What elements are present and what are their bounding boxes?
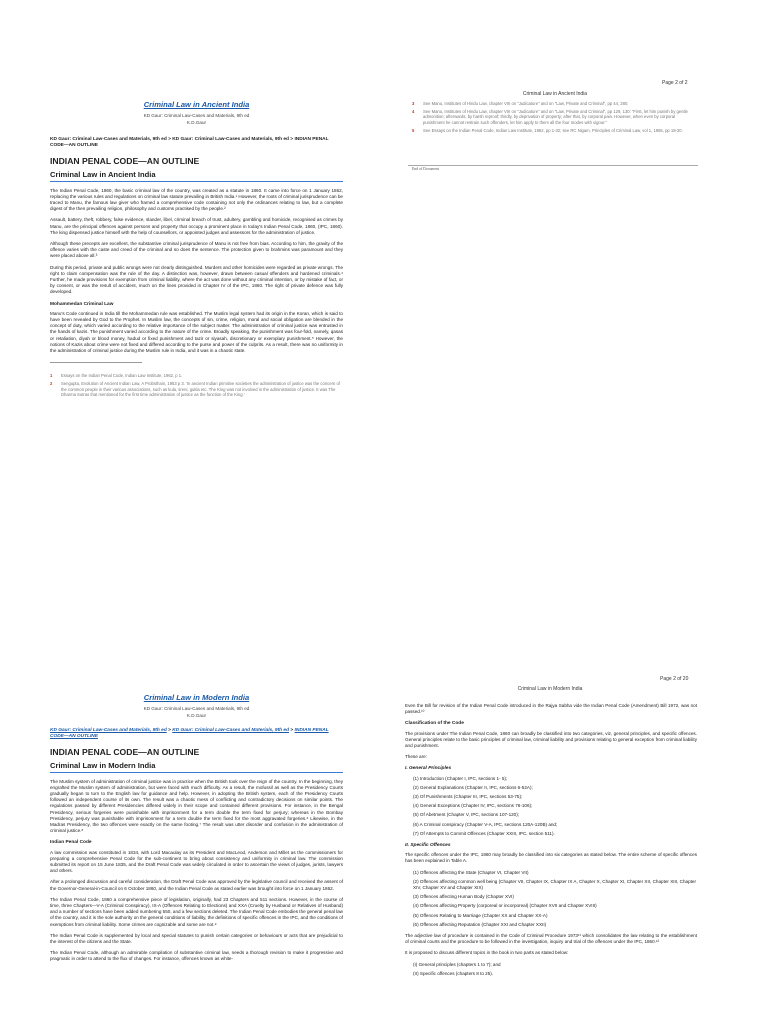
- paragraph: It is proposed to discuss different topics in the book in two parts as stated below:: [405, 950, 569, 956]
- paragraph: These are:: [405, 754, 427, 760]
- footnote: [50, 381, 343, 397]
- paragraph: Even the Bill for revision of the Indian Penal Code introduced in the Rajya Sabha vide the Indian Penal Code (Amendment) Bill 1972, was not passed.¹⁰: [405, 703, 697, 715]
- list-item: (7) Of Attempts to Commit Offences (Chapter XXIII, IPC, section 511).: [413, 830, 555, 836]
- paragraph: During this period, private and public wrongs were not clearly distinguished. Murders and other homicides were regarded as private wrongs. The right to claim compensation was the rule of the day. A distinction was, however, drawn between casual offenders and hardened criminals.⁴ Further, he made provisions for exemption from criminal liability, where the act was done without any criminal intention, or by mistake of fact, or by consent, or was the result of accident, much on the lines provided in Chapter IV of the IPC, 1860. The right of private defence was fully developed.: [50, 264, 343, 295]
- footnote-text: See Manu, Institutes of Hindu Law, chapter VIII on "Judicature" and on "Law, Private and Criminal", pp 44, 280.: [423, 101, 629, 106]
- subheading: Classification of the Code: [405, 721, 464, 727]
- footnote: [50, 373, 343, 378]
- running-head: Criminal Law in Ancient India: [522, 91, 588, 97]
- list-item: (3) Offences affecting Human Body (Chapter XVI): [413, 894, 514, 900]
- list-item: (6) Offences affecting Reputation (Chapter XXI and Chapter XXII): [413, 921, 547, 927]
- footnote-text: Sengupta, Evolution of Ancient Indian Law, A Probsthain, 1953 p 3. 'In ancient Indian primitive societies the administration of justice was the concern of the common people in their various associations, such as kula, sreni, gukla etc. The King was not involved in the administration of justice. It was The Dharma Sutras that mentioned for the first time administration of justice as the function of the King.': [61, 381, 340, 397]
- footnote-number: 2: [50, 381, 53, 387]
- breadcrumb-separator: >: [168, 728, 171, 734]
- chapter-heading: INDIAN PENAL CODE—AN OUTLINE: [50, 747, 200, 758]
- document-title[interactable]: Criminal Law in Ancient India: [143, 100, 250, 109]
- page-number: Page 2 of 2: [662, 80, 688, 86]
- footnote-number: 4: [412, 109, 415, 115]
- list-item: (1) Offences affecting the State (Chapter VI, Chapter VII): [413, 869, 529, 875]
- list-item: (I) General principles (chapters 1 to 7); and: [413, 961, 501, 967]
- footnote-text: See Manu, Institutes of Hindu Law, chapter VIII on "Judicature" and on "Law, Private and Criminal", pp 129, 130: "First, let him punish by gentle admonition; afterwards, by harsh reproof; thirdly, by deprivation of property; after that, by corporal pain. However, when even by corporal punishment he cannot restrain such offenders, let him apply to them all the four modes with vigour.": [423, 109, 688, 125]
- list-item: (5) Of Abetment (Chapter V, IPC, sections 107-120);: [413, 812, 520, 818]
- chapter-heading: INDIAN PENAL CODE—AN OUTLINE: [50, 156, 200, 167]
- list-item: (6) A Criminal conspiracy (Chapter V-A, IPC, sections 120A-120B) and;: [413, 821, 558, 827]
- parts-list: [405, 962, 697, 977]
- top-left-column: [50, 102, 343, 400]
- paragraph: The Indian Penal Code, 1860 a comprehensive piece of legislation, originally, had 23 Chapters and 511 sections. However, in the course of time, three Chapters—V-A (Criminal Conspiracy), IX-A (Offences Relating to Elections) and XXA (Cruelty by Husband or Relatives of Husband) and a number of sections have been added numbering 550, and a few sections deleted. The Indian Penal Code embodies the general penal law of the country, and it is the sole authority on the general conditions of liability, the definitions of specific offences in the IPC, and the conditions of exemptions from criminal liability. Some crimes are cognizable and some are not.⁹: [50, 896, 343, 927]
- breadcrumb-link[interactable]: KD Gaur: Criminal Law-Cases and Materials, 9th ed: [50, 728, 167, 734]
- paragraph: Assault, battery, theft, robbery, false evidence, slander, libel, criminal breach of trust, adultery, gambling and homicide, recognised as crimes by Manu, are the principal offences against persons and property that occupy a prominent place in today's Indian Penal Code, 1860, (IPC, 1860). The king dispensed justice himself with the help of counsellors, or appointed judges and assessors for the administration of justice.: [50, 217, 343, 235]
- breadcrumb-link[interactable]: KD Gaur: Criminal Law-Cases and Materials, 9th ed: [172, 728, 290, 734]
- footnote-number: 1: [50, 373, 53, 379]
- footnote-separator: [50, 362, 142, 363]
- section-heading: Criminal Law in Ancient India: [50, 172, 343, 181]
- paragraph: Although these precepts are excellent, the substantive criminal jurisprudence of Manu is not free from bias. According to him, the gravity of the offence varies with the caste and creed of the criminal and so does the sentence. The protection given to brahmins was paramount and they were placed above all.³: [50, 241, 343, 259]
- list-item: (5) Offences Relating to Marriage (Chapter XX and Chapter XX-A): [413, 912, 548, 918]
- running-head: Criminal Law in Modern India: [517, 686, 583, 692]
- paragraph: The Indian Penal Code is supplemented by local and special statutes to punish certain categories or behaviours or acts that are prejudicial to the interest of the citizens and the State.: [50, 932, 343, 945]
- paragraph: The provisions under The Indian Penal Code, 1860 can broadly be classified into two categories, viz, general principles, and specific offences. General principles relate to the basic principles of criminal law, criminal liability and provisions relating to general exception from criminal liability and punishment.: [405, 730, 697, 749]
- list-item: (2) General Explanations (Chapter II, IPC, sections 6-52A);: [413, 784, 533, 790]
- bottom-right-column: [405, 703, 697, 982]
- source-line: KD Gaur: Criminal Law-Cases and Materials, 9th ed: [143, 113, 250, 119]
- paragraph: The adjective law of procedure is contained in the Code of Criminal Procedure 1973¹¹ which consolidates the law relating to the establishment of criminal courts and the procedure to be followed in the investigation, inquiry and trial of the offences under the IPC, 1860.¹²: [405, 933, 697, 945]
- breadcrumb-link[interactable]: INDIAN PENAL CODE—AN OUTLINE: [50, 728, 329, 740]
- paragraph: A law commission was constituted in 1834, with Lord Macaulay as its President and MacLeod, Anderson and Millet as the commissioners for preparing a comprehensive Penal Code for the sub-continent to bring about consistency and uniformity in criminal law. The commission submitted its report on 15 June 1835, and the Draft Penal Code was widely circulated in order to ascertain the views of judges, jurists, lawyers and others.: [50, 849, 343, 874]
- author-line: K.D.Gaur: [186, 713, 207, 719]
- footnote: [412, 109, 697, 125]
- list-item: (1) Introduction (Chapter I, IPC, sections 1- 5);: [413, 775, 508, 781]
- specific-offences-list: [405, 870, 697, 928]
- subheading: II. Specific Offences: [405, 843, 451, 849]
- breadcrumb: [50, 728, 343, 740]
- top-right-column: [412, 101, 697, 136]
- paragraph: The Indian Penal Code, although an admirable compilation of substantive criminal law, needs a thorough revision to make it progressive and pragmatic in order to attend to the flux of changes. For instance, offences known as white-: [50, 950, 343, 962]
- paragraph: The specific offences under the IPC, 1860 may broadly be classified into six categories as stated below. The entire scheme of specific offences has been explained in Table A.: [405, 852, 697, 864]
- subheading: Mohammedan Criminal Law: [50, 301, 114, 307]
- footnote-number: 3: [412, 101, 415, 106]
- end-of-document: End of Document: [412, 167, 439, 171]
- paragraph: After a prolonged discussion and careful consideration, the Draft Penal Code was approved by the legislative council and received the assent of the Governor-General-in-Council on 6 October 1860, and the Indian Penal Code as stated earlier was brought into force on 1 January 1862.: [50, 879, 343, 891]
- document-title[interactable]: Criminal Law in Modern India: [143, 693, 250, 702]
- breadcrumb: KD Gaur: Criminal Law-Cases and Materials, 9th ed > KD Gaur: Criminal Law-Cases and Materials, 9th ed > INDIAN PENAL CODE—AN OUTLINE: [50, 137, 329, 149]
- page-number: Page 2 of 20: [660, 676, 689, 682]
- breadcrumb-separator: >: [290, 728, 294, 734]
- list-item: (II) Specific offences (chapters 8 to 25).: [413, 970, 494, 976]
- footnote: [412, 128, 697, 133]
- general-principles-list: [405, 776, 697, 837]
- footnote-text: See Essays on the Indian Penal Code, Indian Law Institute, 1962, pp 1-32; see RC Nigam, Principles of Criminal Law, vol 1, 1965, pp 18-20.: [423, 127, 683, 133]
- footnote-text: Essays on the Indian Penal Code, Indian Law Institute, 1962, p 1.: [61, 373, 183, 379]
- subheading: Indian Penal Code: [50, 840, 92, 846]
- footnote-number: 5: [412, 127, 415, 133]
- paragraph: Manu's Code continued in India till the Mohammedan rule was established. The Muslim legal system had its origin in the Koran, which is said to have been revealed by God to the Prophet. In Muslim law, the concepts of sin, crime, religion, moral and social obligation are blended in the concept of duty, which varied according to the relative importance of the subject matter. The administration of criminal justice was entrusted in the hands of kazis. The punishment varied according to the nature of the crime. Broadly speaking, the punishment was four-fold, namely, qasas or retaliation, diyah or blood money, hadud or fixed punishment and tazir or siyasah, discretionary or exemplary punishment.⁵ However, the notions of Kazis about crime were not fixed and differed according to the purse and power of the culprits. As a result, there was no uniformity in the administration of criminal justice during the Muslim rule in India, and it was in a chaotic state.: [50, 310, 343, 354]
- list-item: (4) General Exceptions (Chapter IV, IPC, sections 76-106);: [413, 803, 533, 809]
- source-line: KD Gaur: Criminal Law-Cases and Materials, 9th ed: [143, 706, 250, 712]
- list-item: (2) Offences affecting common well being (Chapter VII, Chapter IX, Chapter IX A, Chapter X, Chapter XI, Chapter XII, Chapter XIII, Chapter XIV, Chapter XV and Chapter XIX): [413, 878, 696, 891]
- bottom-left-column: [50, 695, 343, 968]
- paragraph: The Indian Penal Code, 1860, the basic criminal law of the country, was created as a statute in 1860. It came into force on 1 January 1862, replacing the various rules and regulations on criminal law statute prevailing in British India.¹ However, the roots of criminal jurisprudence can be traced to Manu, the famous law giver who framed a comprehensive code containing not only the ordinances relating to law, but a complete digest of the then prevailing religion, philosophy and customs practised by the people.²: [50, 187, 343, 212]
- footnote: [412, 101, 697, 106]
- paragraph: The Muslim system of administration of criminal justice was in practice when the British took over the reign of the country. In the beginning, they engrafted the Muslim system of administration, but were faced with much difficulty. As a result, the mofussil as well as the Presidency Courts gradually began to turn to the English law for guidance and help. However, in adopting the British system, each of the Presidency Courts followed an independent course of its own. The result was a chaotic mess of conflicting and contradictory decisions on similar points. The regulations passed by different Presidencies differed widely in their scope and contained different provisions. For instance, in the Bengal Presidency, serious forgeries were punishable with imprisonment for a term double the term fixed for perjury; whereas in the Bombay Presidency, perjury was punishable with imprisonment for a term double the term fixed for the most aggravated forgeries.⁶ Likewise, in the Madras Presidency, the two offences were exactly on the same footing.⁷ The result was utter disorder and confusion in the administration of criminal justice.⁸: [50, 778, 343, 834]
- section-heading: Criminal Law in Modern India: [50, 763, 343, 772]
- subheading: I. General Principles: [405, 766, 452, 772]
- list-item: (4) Offences affecting Property (corporeal or incorporeal) (Chapter XVII and Chapter XVIII): [413, 903, 597, 909]
- list-item: (3) Of Punishments (Chapter III, IPC, sections 53-75);: [413, 794, 523, 800]
- author-line: K.D.Gaur: [186, 120, 207, 126]
- end-divider: [408, 165, 698, 166]
